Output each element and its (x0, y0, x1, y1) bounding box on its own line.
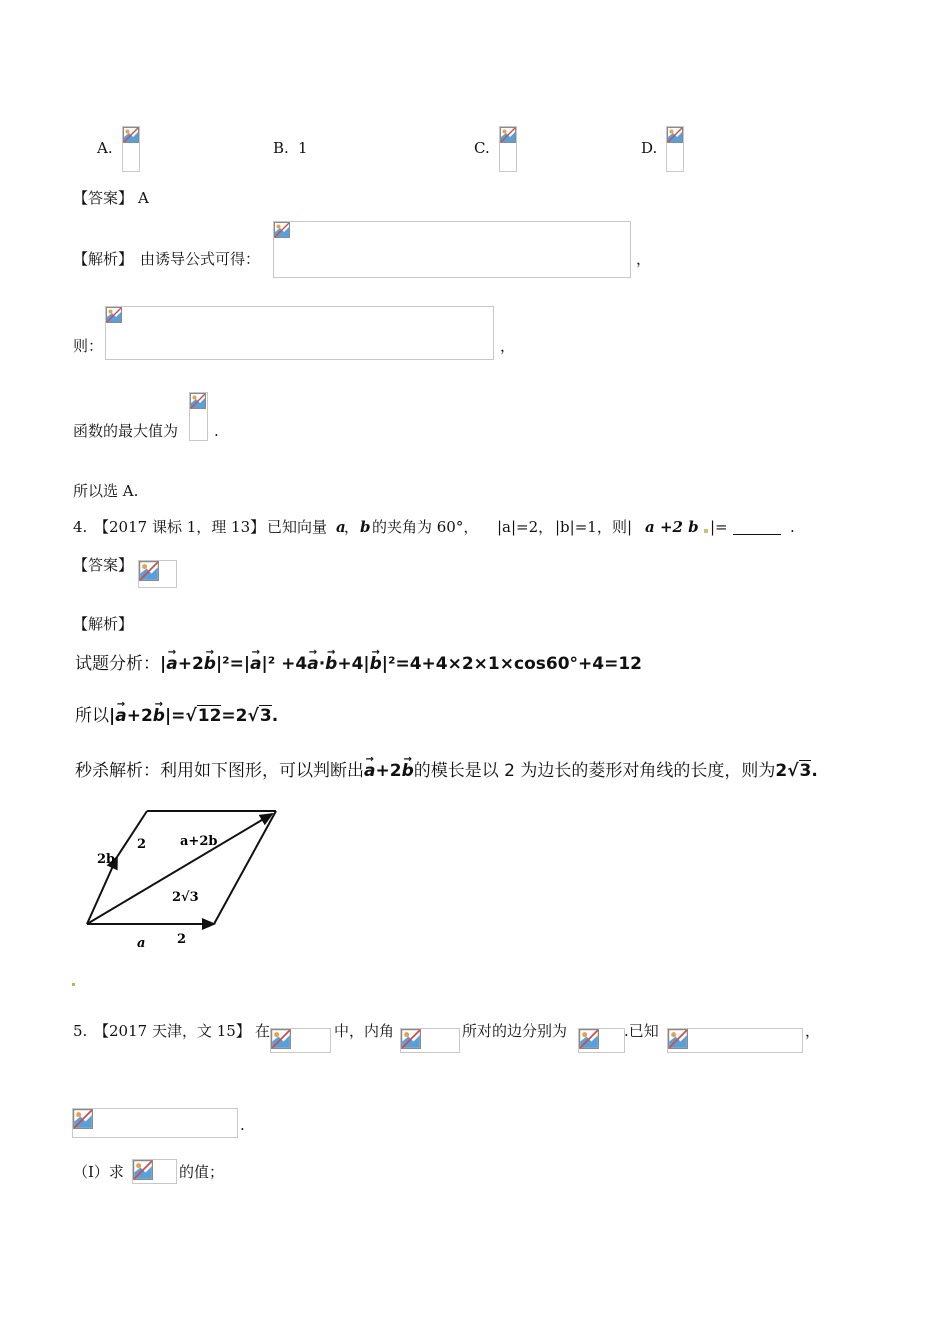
var-a: a (336, 518, 346, 536)
formula-image (270, 1028, 331, 1053)
formula-rhs: =4+4×2×1×cos60°+4=12 (395, 654, 642, 674)
formula-sqrt: √3. (247, 706, 279, 726)
broken-image-icon (668, 1029, 688, 1049)
formula-label: 所以 (75, 706, 109, 726)
period: . (214, 422, 219, 440)
max-text: 函数的最大值为 (73, 422, 179, 440)
broken-image-icon (139, 561, 159, 581)
answer-image (138, 560, 177, 588)
rhombus-figure (80, 805, 290, 955)
question-number: 5. (73, 1022, 88, 1040)
marker (704, 529, 708, 533)
formula-vec: → a+2→ b (364, 761, 414, 781)
option-d-image (666, 126, 684, 172)
formula-lhs: |→ a+2→ b|²=|→ a|² +4→ a·→ b+4|→ b|² (160, 654, 395, 674)
question-stem: 则| (612, 518, 633, 536)
question-stem: 所对的边分别为 (462, 1022, 568, 1040)
broken-image-icon (106, 307, 122, 323)
label-diag: 2√3 (172, 890, 199, 905)
period: . (790, 518, 795, 536)
part-1-prefix: （I）求 (73, 1163, 124, 1181)
option-d-label: D. (641, 139, 658, 157)
answer-tag: 【答案】 (73, 556, 134, 574)
answer-value: A (138, 189, 149, 207)
formula-image (667, 1028, 803, 1053)
question-source: 【2017 天津，文 15】 (94, 1022, 251, 1040)
comma: ， (500, 337, 516, 355)
formula-image (400, 1028, 460, 1053)
option-c-label: C. (474, 139, 490, 157)
question-stem: 已知向量 (267, 518, 328, 536)
option-b-value: 1 (298, 139, 308, 157)
question-stem: 在 (255, 1022, 271, 1040)
broken-image-icon (133, 1160, 153, 1180)
broken-image-icon (73, 1109, 93, 1129)
broken-image-icon (271, 1029, 291, 1049)
broken-image-icon (190, 393, 206, 409)
formula-image (189, 392, 208, 441)
question-number: 4. (73, 518, 88, 536)
formula-label: 秒杀解析：利用如下图形，可以判断出 (75, 761, 364, 781)
analysis-tag: 【解析】 (73, 615, 134, 633)
vector-expr: a +2 b (645, 518, 699, 536)
option-a-image (122, 126, 140, 172)
comma: ， (805, 1022, 821, 1040)
comma: ， (344, 518, 360, 536)
var-b: b (360, 518, 371, 536)
formula-line-1 (75, 654, 642, 674)
broken-image-icon (274, 222, 290, 238)
abs-b: |b|=1， (555, 518, 612, 536)
formula-image (105, 306, 494, 360)
broken-image-icon (401, 1029, 421, 1049)
formula-line-2 (75, 705, 278, 726)
option-a-label: A. (97, 139, 113, 157)
formula-lhs: |→ a+2→ b|=√12 (109, 706, 221, 726)
formula-image (132, 1159, 177, 1184)
formula-sqrt: √3. (787, 761, 818, 781)
formula-label: 试题分析： (75, 654, 160, 674)
formula-rhs: =2 (221, 706, 248, 726)
question-source: 【2017 课标 1，理 13】 (94, 518, 266, 536)
label-side-2: 2 (137, 837, 147, 852)
question-stem: .已知 (624, 1022, 659, 1040)
then-text: 则： (73, 337, 104, 355)
formula-image (273, 221, 631, 278)
broken-image-icon (667, 127, 683, 143)
conclusion: 所以选 A. (73, 482, 139, 500)
analysis-text: 由诱导公式可得： (140, 250, 261, 268)
broken-image-icon (123, 127, 139, 143)
label-bottom-2: 2 (177, 932, 187, 947)
part-1-suffix: 的值； (179, 1163, 225, 1181)
option-b-label: B. (273, 139, 289, 157)
comma: ， (636, 250, 652, 268)
broken-image-icon (500, 127, 516, 143)
formula-line-3 (75, 760, 818, 781)
broken-image-icon (579, 1029, 599, 1049)
formula-image (578, 1028, 625, 1053)
label-a: a (137, 936, 146, 951)
question-stem: 中，内角 (334, 1022, 395, 1040)
abs-a: |a|=2， (497, 518, 554, 536)
label-2b: 2b (97, 852, 116, 867)
answer-blank (733, 520, 781, 535)
marker (72, 983, 75, 986)
answer-tag: 【答案】 (73, 189, 134, 207)
label-sum: a+2b (180, 834, 218, 849)
analysis-tag: 【解析】 (73, 250, 134, 268)
option-c-image (499, 126, 517, 172)
period: . (240, 1116, 245, 1134)
right-side (214, 811, 276, 924)
formula-text: 的模长是以 2 为边长的菱形对角线的长度，则为 (413, 761, 776, 781)
question-stem: |= (710, 518, 728, 536)
formula-image (72, 1108, 238, 1138)
question-stem: 的夹角为 60°， (372, 518, 479, 536)
formula-result: 2 (775, 761, 788, 781)
